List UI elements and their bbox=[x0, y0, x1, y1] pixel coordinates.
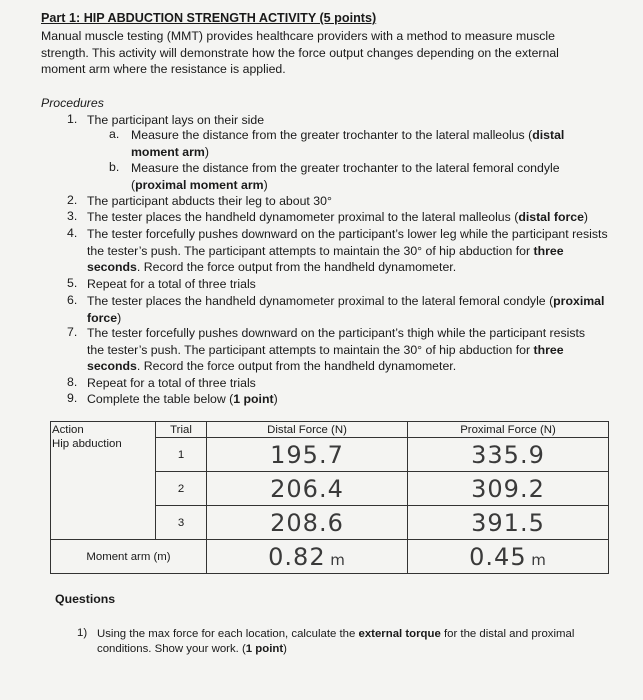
distal-force-cell[interactable]: 206.4 bbox=[207, 472, 408, 506]
step-text: The participant abducts their leg to about 30° bbox=[87, 194, 332, 208]
action-cell-empty bbox=[51, 506, 156, 540]
table-row bbox=[51, 472, 609, 506]
substep-number: b. bbox=[109, 160, 120, 174]
distal-header: Distal Force (N) bbox=[207, 422, 408, 438]
trial-cell: 1 bbox=[156, 438, 207, 472]
moment-arm-proximal-cell[interactable]: 0.45 m bbox=[408, 540, 609, 574]
procedures-heading: Procedures bbox=[41, 96, 104, 110]
trial-cell: 3 bbox=[156, 506, 207, 540]
substep-text: Measure the distance from the greater trochanter to the lateral femoral condyle (proximal moment arm) bbox=[131, 161, 560, 192]
step-text: The tester forcefully pushes downward on the participant’s lower leg while the participant resists the tester’s push. The participant attempts to maintain the 30° of hip abduction for three seconds. Record the force output from the handheld dynamometer. bbox=[87, 227, 608, 274]
distal-force-cell[interactable]: 195.7 bbox=[207, 438, 408, 472]
moment-arm-label: Moment arm (m) bbox=[51, 540, 207, 574]
step-number: 2. bbox=[67, 193, 78, 207]
step-text: The tester forcefully pushes downward on the participant’s thigh while the participant resists the tester’s push. The participant attempts to maintain the 30° of hip abduction for three seconds. Record the force output from the handheld dynamometer. bbox=[87, 326, 586, 373]
step-text: The participant lays on their side bbox=[87, 113, 265, 127]
page-title: Part 1: HIP ABDUCTION STRENGTH ACTIVITY (5 points) bbox=[41, 11, 377, 25]
trial-cell: 2 bbox=[156, 472, 207, 506]
distal-force-cell[interactable]: 208.6 bbox=[207, 506, 408, 540]
step-number: 8. bbox=[67, 375, 78, 389]
substep-text: Measure the distance from the greater trochanter to the lateral malleolus (distal moment arm) bbox=[131, 128, 565, 159]
table-row bbox=[51, 506, 609, 540]
proximal-force-cell[interactable]: 391.5 bbox=[408, 506, 609, 540]
substep-number: a. bbox=[109, 127, 120, 141]
step-number: 3. bbox=[67, 209, 78, 223]
moment-arm-distal-cell[interactable]: 0.82 m bbox=[207, 540, 408, 574]
step-number: 4. bbox=[67, 226, 78, 240]
table-row bbox=[51, 438, 609, 472]
step-text: The tester places the handheld dynamometer proximal to the lateral malleolus (distal force) bbox=[87, 210, 589, 224]
proximal-force-cell[interactable]: 335.9 bbox=[408, 438, 609, 472]
trial-header: Trial bbox=[156, 422, 207, 438]
step-number: 6. bbox=[67, 293, 78, 307]
question-number: 1) bbox=[77, 627, 88, 639]
intro-paragraph: Manual muscle testing (MMT) provides healthcare providers with a method to measure muscle strength. This activity will demonstrate how the force output changes depending on the external moment arm where the resistance is applied. bbox=[41, 29, 559, 76]
question-text: Using the max force for each location, calculate the external torque for the distal and proximal conditions. Show your work. (1 point) bbox=[97, 628, 575, 655]
action-cell: Hip abduction bbox=[51, 438, 156, 472]
questions-heading: Questions bbox=[55, 592, 116, 606]
proximal-header: Proximal Force (N) bbox=[408, 422, 609, 438]
step-text: Repeat for a total of three trials bbox=[87, 376, 256, 390]
table-header-row bbox=[51, 422, 609, 438]
step-number: 5. bbox=[67, 276, 78, 290]
action-header: Action bbox=[51, 422, 156, 438]
table-row-moment-arm bbox=[51, 540, 609, 574]
step-text: The tester places the handheld dynamometer proximal to the lateral femoral condyle (proximal force) bbox=[87, 294, 605, 325]
action-cell-empty bbox=[51, 472, 156, 506]
step-number: 9. bbox=[67, 391, 78, 405]
step-number: 1. bbox=[67, 112, 78, 126]
proximal-force-cell[interactable]: 309.2 bbox=[408, 472, 609, 506]
results-table bbox=[50, 421, 609, 574]
step-text: Repeat for a total of three trials bbox=[87, 277, 256, 291]
step-number: 7. bbox=[67, 325, 78, 339]
step-text: Complete the table below (1 point) bbox=[87, 392, 278, 406]
